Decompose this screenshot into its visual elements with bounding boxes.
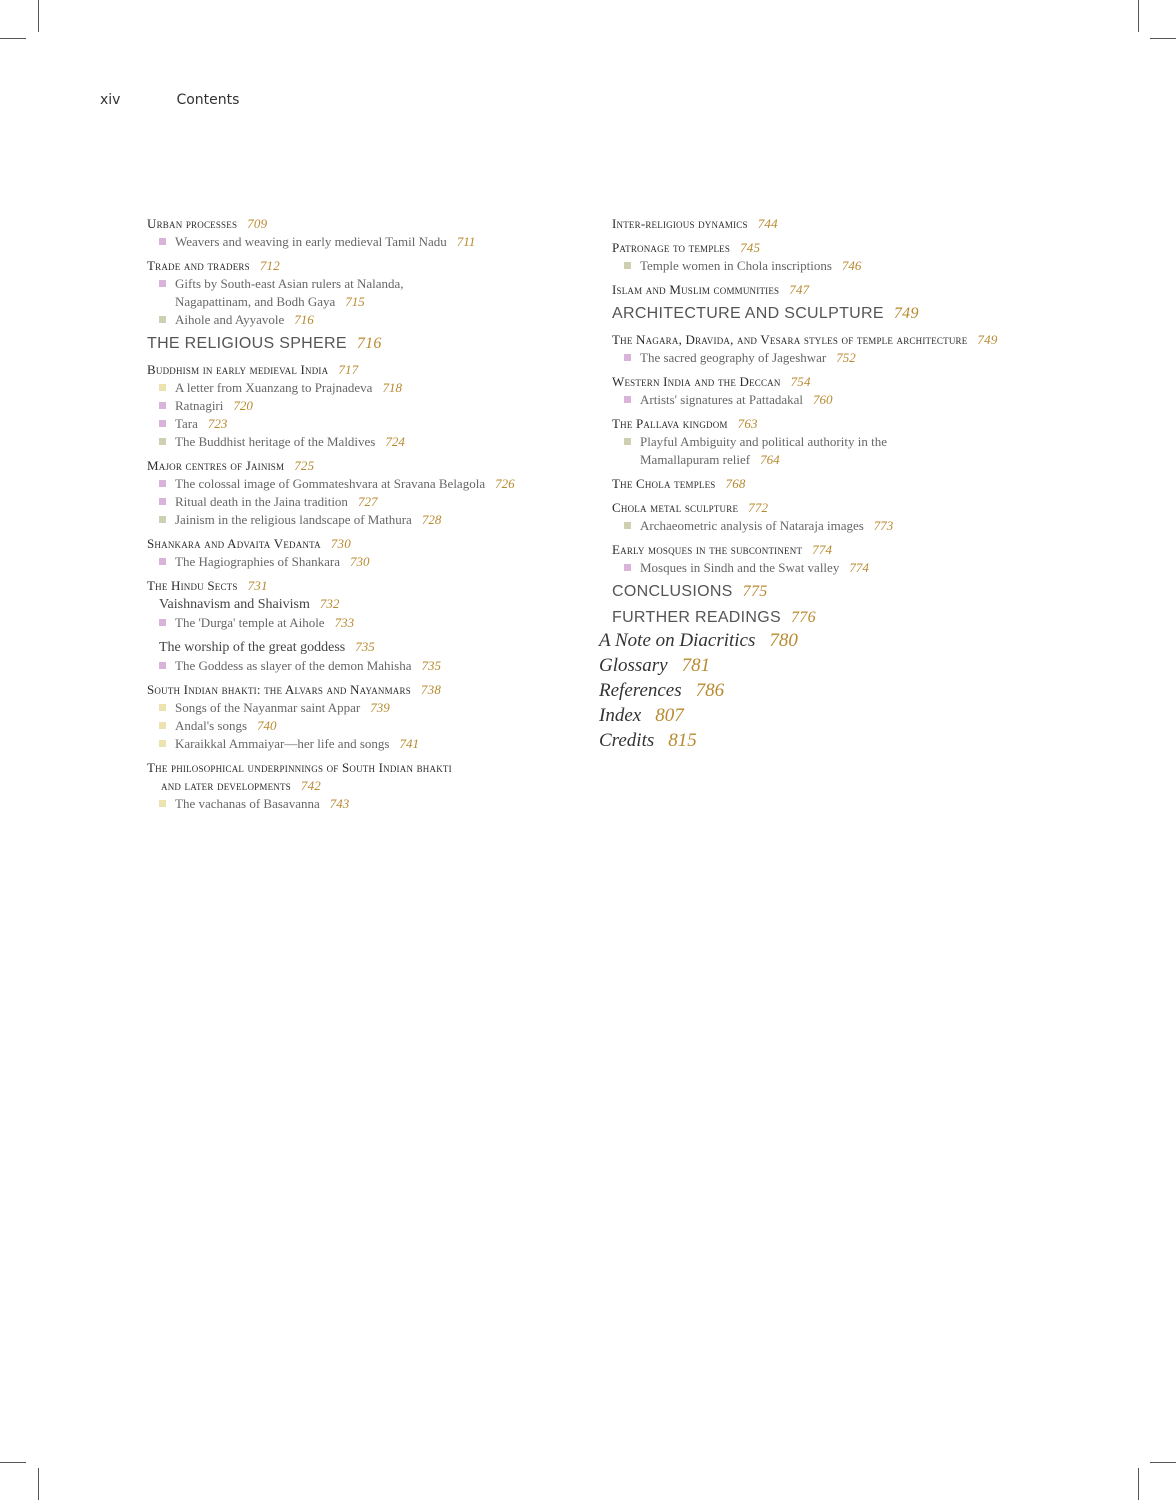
toc-entry-page: 776 [790,609,816,626]
bullet-square-icon [159,722,166,729]
toc-entry-title: Index [599,705,642,726]
toc-entry-title: Weavers and weaving in early medieval Tamil Nadu [175,234,447,249]
toc-entry-page: 732 [319,596,340,611]
toc-entry [147,553,587,571]
toc-entry-title: The 'Durga' temple at Aihole [175,615,325,630]
toc-entry-page: 744 [757,216,778,231]
toc-entry-title: Tara [175,416,198,431]
toc-entry-title: The Hagiographies of Shankara [175,554,340,569]
toc-entry-page: 717 [338,362,359,377]
toc-entry [612,281,1062,299]
toc-entry-page: 712 [259,258,280,273]
toc-entry-page: 739 [370,700,390,715]
toc-entry [612,517,1062,535]
toc-entry-title: Chola metal sculpture [612,500,739,515]
toc-entry [147,614,587,632]
toc-entry-page: 747 [789,282,810,297]
toc-entry [147,415,587,433]
toc-entry-title: Temple women in Chola inscriptions [640,258,832,273]
toc-entry [147,735,587,753]
toc-back-matter-entry [599,678,798,703]
toc-entry [147,275,587,311]
toc-entry-page: 727 [357,494,378,509]
toc-entry-page: 715 [345,294,365,309]
toc-entry-page: 749 [977,332,998,347]
toc-entry-title: Ratnagiri [175,398,224,413]
bullet-square-icon [159,558,166,565]
toc-entry-page: 780 [769,630,798,651]
crop-mark [1150,38,1176,39]
toc-entry-page: 815 [668,730,697,751]
bullet-square-icon [159,384,166,391]
toc-entry [612,331,1062,349]
toc-entry-page: 745 [740,240,761,255]
toc-entry-page: 749 [893,305,919,322]
toc-entry [147,257,587,275]
toc-entry [612,415,1062,433]
bullet-square-icon [159,662,166,669]
toc-entry-page: 807 [655,705,684,726]
toc-left-column [147,215,587,813]
toc-entry [147,233,587,251]
toc-back-matter [599,628,798,753]
toc-entry [147,777,587,795]
toc-entry [147,457,587,475]
bullet-square-icon [159,516,166,523]
toc-entry-title: Credits [599,730,655,751]
toc-entry-page: 772 [748,500,769,515]
toc-entry-title: The sacred geography of Jageshwar [640,350,827,365]
toc-entry [147,577,587,595]
toc-entry [147,215,587,233]
toc-entry-page: 773 [873,518,894,533]
toc-entry [147,595,587,614]
toc-entry-title: References [599,680,682,701]
toc-entry-page: 763 [737,416,758,431]
toc-entry [147,475,587,493]
toc-entry [612,373,1062,391]
toc-entry-title: Buddhism in early medieval India [147,362,329,377]
toc-back-matter-entry [599,703,798,728]
toc-entry-title: The colossal image of Gommateshvara at Sravana Belagola [175,476,486,491]
toc-entry [612,559,1062,577]
toc-entry-page: 768 [725,476,746,491]
toc-entry-title: and later developments [161,778,291,793]
toc-entry-page: 760 [813,392,833,407]
toc-entry [612,303,1062,325]
crop-mark [0,38,26,39]
crop-mark [38,0,39,32]
toc-entry-title: Andal's songs [175,718,248,733]
toc-entry-title: Major centres of Jainism [147,458,285,473]
running-head [100,92,239,108]
toc-entry-title: The worship of the great goddess [159,640,346,655]
toc-entry [147,699,587,717]
toc-entry-page: 735 [355,639,375,654]
toc-entry-title: CONCLUSIONS [612,583,733,600]
toc-entry-page: 728 [421,512,442,527]
toc-entry [147,311,587,329]
toc-entry [147,511,587,529]
bullet-square-icon [159,280,166,287]
toc-entry-page: 716 [294,312,314,327]
toc-right-column [612,215,1062,629]
toc-entry [147,433,587,451]
toc-entry-page: 726 [495,476,515,491]
toc-entry [147,397,587,415]
crop-mark [0,1462,26,1463]
bullet-square-icon [159,238,166,245]
toc-entry-page: 741 [399,736,419,751]
bullet-square-icon [624,262,631,269]
bullet-square-icon [624,438,631,445]
toc-entry-title: Songs of the Nayanmar saint Appar [175,700,361,715]
crop-mark [1138,1468,1139,1500]
bullet-square-icon [624,564,631,571]
toc-entry-title: Shankara and Advaita Vedanta [147,536,321,551]
toc-entry [612,349,1062,367]
toc-entry-title: Urban processes [147,216,238,231]
crop-mark [38,1468,39,1500]
toc-entry-title: The Pallava kingdom [612,416,728,431]
bullet-square-icon [159,316,166,323]
toc-entry-title: Islam and Muslim communities [612,282,780,297]
toc-entry-title: Gifts by South-east Asian rulers at Nalanda, [175,276,404,291]
toc-entry-title: A letter from Xuanzang to Prajnadeva [175,380,373,395]
toc-entry [147,333,587,355]
toc-entry-title: A Note on Diacritics [599,630,756,651]
toc-entry-page: 775 [742,583,768,600]
toc-entry-page: 742 [300,778,322,793]
toc-entry-page: 774 [849,560,869,575]
bullet-square-icon [624,396,631,403]
toc-entry-title: Patronage to temples [612,240,731,255]
toc-entry [612,215,1062,233]
toc-entry-title: Jainism in the religious landscape of Mathura [175,512,412,527]
toc-back-matter-entry [599,653,798,678]
toc-entry-page: 752 [836,350,856,365]
bullet-square-icon [624,354,631,361]
toc-entry-title: The Hindu Sects [147,578,238,593]
toc-entry [147,795,587,813]
toc-entry-title: The philosophical underpinnings of South Indian bhakti [147,760,452,775]
toc-entry [612,499,1062,517]
toc-entry-page: 743 [329,796,350,811]
toc-entry-page: 774 [812,542,833,557]
toc-entry-title: South Indian bhakti: the Alvars and Nayanmars [147,682,411,697]
toc-entry [612,257,1062,275]
toc-entry-page: 723 [207,416,228,431]
bullet-square-icon [159,800,166,807]
toc-entry [612,475,1062,493]
toc-entry-title: Ritual death in the Jaina tradition [175,494,348,509]
bullet-square-icon [159,420,166,427]
toc-entry-page: 725 [294,458,315,473]
bullet-square-icon [159,402,166,409]
toc-entry [612,433,1062,469]
toc-entry-title: Artists' signatures at Pattadakal [640,392,804,407]
toc-entry-page: 730 [349,554,370,569]
toc-entry-title: Karaikkal Ammaiyar—her life and songs [175,736,390,751]
crop-mark [1138,0,1139,32]
bullet-square-icon [159,740,166,747]
toc-entry-page: 711 [456,234,476,249]
toc-entry-title: Playful Ambiguity and political authority in the [640,434,887,449]
bullet-square-icon [159,438,166,445]
toc-entry-page: 740 [257,718,277,733]
toc-entry-title: Inter-religious dynamics [612,216,748,231]
toc-entry [147,535,587,553]
toc-entry-page: 724 [385,434,405,449]
toc-entry-page: 731 [247,578,268,593]
toc-entry [612,607,1062,629]
toc-entry-title: Archaeometric analysis of Nataraja images [640,518,864,533]
toc-entry [147,379,587,397]
bullet-square-icon [159,498,166,505]
page-title: Contents [176,92,240,108]
bullet-square-icon [624,522,631,529]
toc-entry [612,391,1062,409]
toc-back-matter-entry [599,628,798,653]
toc-entry-page: 709 [247,216,268,231]
toc-entry-page: 738 [420,682,442,697]
toc-entry [612,581,1062,603]
toc-entry-title-continued: Nagapattinam, and Bodh Gaya 715 [175,294,365,309]
toc-entry [147,717,587,735]
bullet-square-icon [159,619,166,626]
toc-entry-title: The Buddhist heritage of the Maldives [175,434,376,449]
toc-entry [147,657,587,675]
toc-entry-page: 733 [334,615,355,630]
toc-entry [147,759,587,777]
toc-entry-title: ARCHITECTURE AND SCULPTURE [612,305,884,322]
bullet-square-icon [159,704,166,711]
toc-entry [147,681,587,699]
toc-entry-page: 730 [330,536,351,551]
toc-entry-title: Early mosques in the subcontinent [612,542,803,557]
toc-entry-page: 716 [356,335,382,352]
toc-entry-page: 746 [841,258,862,273]
toc-entry-page: 786 [695,680,725,701]
crop-mark [1150,1462,1176,1463]
toc-entry-page: 754 [790,374,811,389]
toc-entry-title: The Chola temples [612,476,716,491]
toc-entry [612,541,1062,559]
toc-entry-page: 718 [382,380,402,395]
toc-entry [612,239,1062,257]
toc-entry-title: Vaishnavism and Shaivism [159,597,310,612]
toc-entry [147,638,587,657]
bullet-square-icon [159,480,166,487]
toc-entry-page: 764 [760,452,780,467]
toc-entry-title: Mosques in Sindh and the Swat valley [640,560,840,575]
toc-entry-title: The Goddess as slayer of the demon Mahisha [175,658,412,673]
toc-entry-title: Glossary [599,655,668,676]
toc-entry [147,361,587,379]
toc-entry-title: The vachanas of Basavanna [175,796,320,811]
toc-entry-title-continued: Mamallapuram relief 764 [640,452,780,467]
toc-entry-title: Western India and the Deccan [612,374,781,389]
toc-entry-title: THE RELIGIOUS SPHERE [147,335,347,352]
toc-entry-page: 781 [681,655,711,676]
toc-entry-title: FURTHER READINGS [612,609,781,626]
page-folio: xiv [100,92,121,108]
toc-entry-page: 735 [421,658,441,673]
toc-entry-page: 720 [233,398,253,413]
toc-entry-title: Trade and traders [147,258,250,273]
toc-entry-title: The Nagara, Dravida, and Vesara styles of temple architecture [612,332,968,347]
toc-entry [147,493,587,511]
toc-back-matter-entry [599,728,798,753]
toc-entry-title: Aihole and Ayyavole [175,312,285,327]
